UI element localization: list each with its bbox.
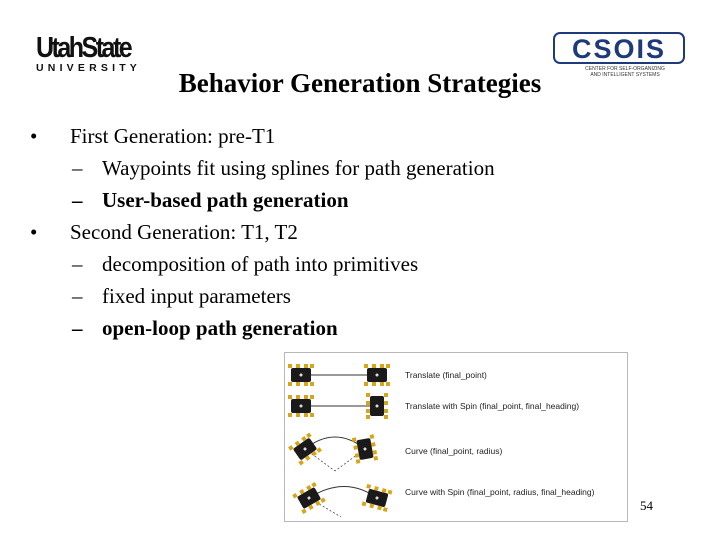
- motion-primitives-figure: [284, 352, 628, 522]
- sub-bullet-fixed-input: – fixed input parameters: [30, 280, 495, 312]
- csois-logo-sub1: CENTER FOR SELF-ORGANIZING: [585, 66, 665, 72]
- sub-bullet-open-loop: – open-loop path generation: [30, 312, 495, 344]
- page-number: 54: [640, 498, 653, 513]
- usu-logo: [36, 31, 146, 74]
- slide-title: Behavior Generation Strategies: [178, 68, 542, 98]
- bullet-first-generation: • First Generation: pre-T1: [30, 120, 495, 152]
- sub-bullet-decomposition: – decomposition of path into primitives: [30, 248, 495, 280]
- caption-curve-with-spin: Curve with Spin (final_point, radius, final_heading): [405, 487, 595, 497]
- usu-logo-word: UtahState: [36, 31, 131, 64]
- usu-logo-sub: UNIVERSITY: [36, 62, 142, 74]
- csois-logo-word: CSOIS: [571, 34, 667, 64]
- bullet-second-generation: • Second Generation: T1, T2: [30, 216, 495, 248]
- sub-bullet-waypoints: – Waypoints fit using splines for path generation: [30, 152, 495, 184]
- bullet-list: [30, 120, 495, 344]
- caption-curve: Curve (final_point, radius): [405, 446, 503, 456]
- sub-bullet-user-based: – User-based path generation: [30, 184, 495, 216]
- caption-translate-with-spin: Translate with Spin (final_point, final_heading): [405, 401, 580, 411]
- caption-translate: Translate (final_point): [405, 370, 487, 380]
- csois-logo-sub2: AND INTELLIGENT SYSTEMS: [590, 72, 660, 78]
